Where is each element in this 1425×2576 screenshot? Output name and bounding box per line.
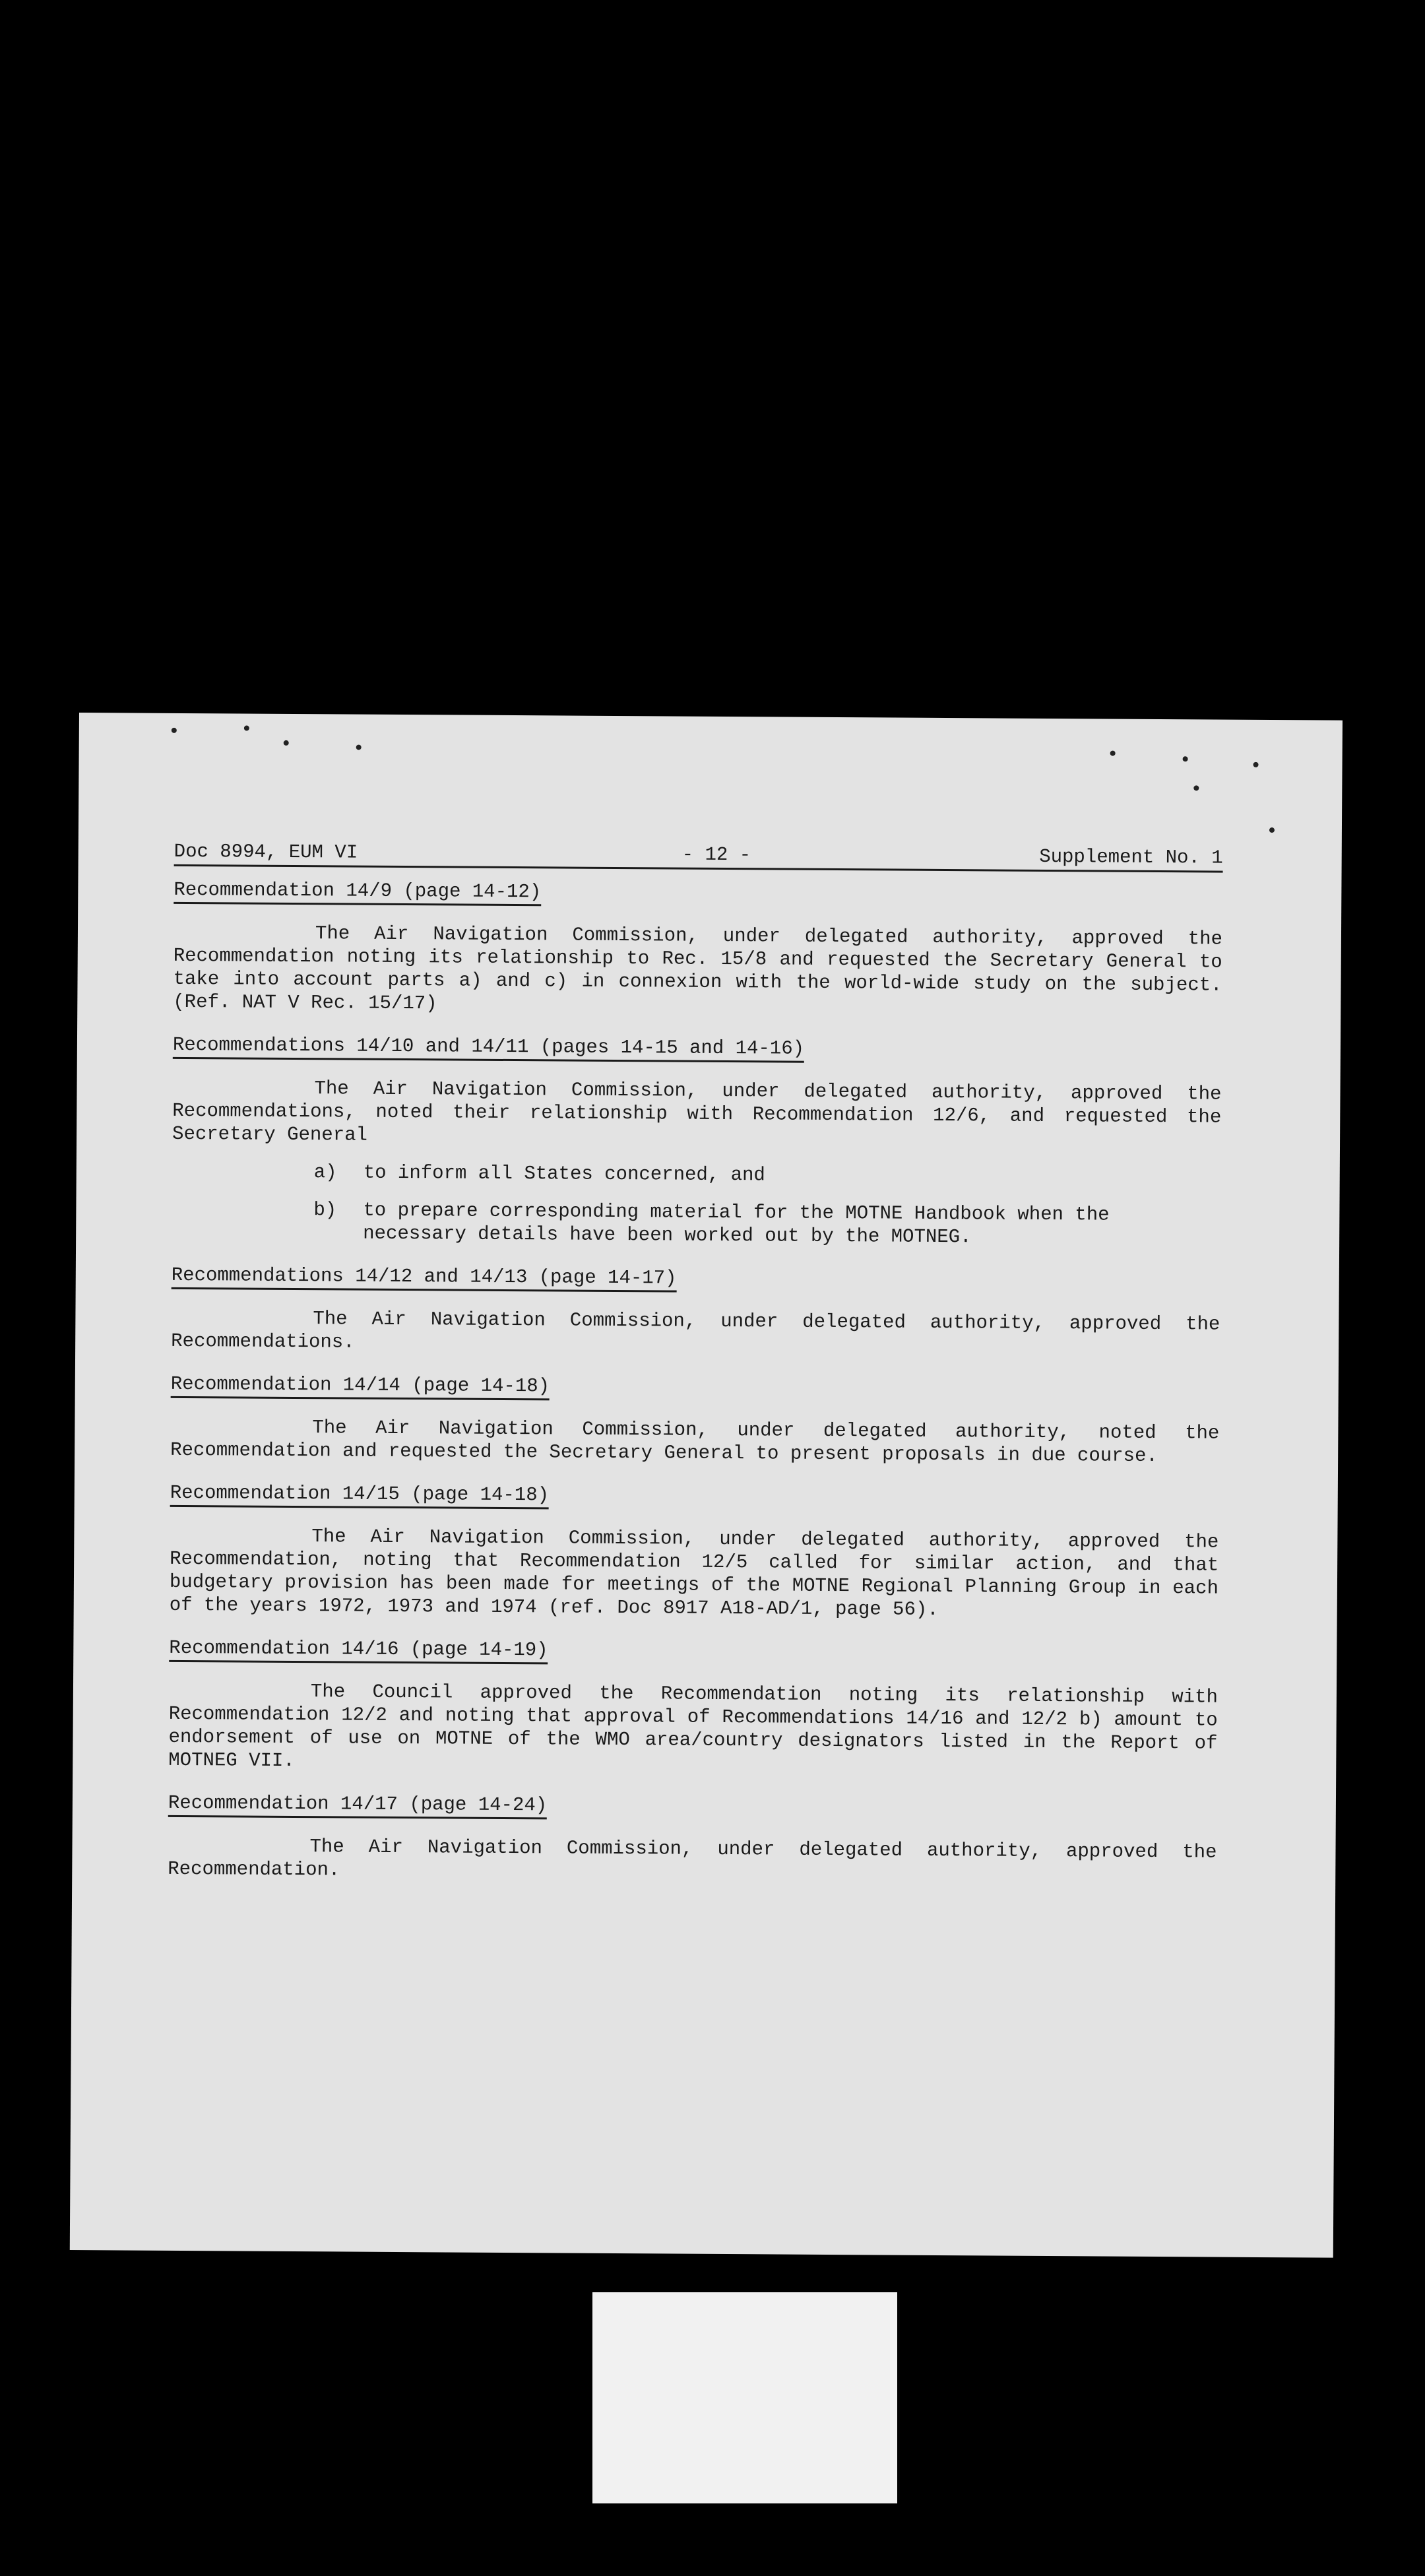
section-heading: Recommendation 14/14 (page 14-18) [171,1372,550,1401]
list-item-label: a) [313,1161,337,1184]
scan-speck [1183,756,1188,761]
section-paragraph: The Air Navigation Commission, under delegated authority, approved the Recommendations, noted their relationship with Recommendation 12/6, and requested the Secretary General [172,1078,1222,1146]
section-rec-14-12-13 [171,1244,1220,1359]
document-content [168,835,1223,1887]
list-item-text: to prepare corresponding material for the MOTNE Handbook when the necessary details have been worked out by the MOTNEG. [363,1199,1110,1248]
scan-speck [1253,762,1259,767]
section-heading: Recommendation 14/9 (page 14-12) [174,878,541,906]
scan-speck [1110,751,1116,756]
page-number: - 12 - [681,843,751,866]
section-paragraph: The Air Navigation Commission, under delegated authority, noted the Recommendation and requested the Secretary General to present proposals in due course. [170,1417,1220,1467]
list-item-text: to inform all States concerned, and [363,1161,765,1186]
section-paragraph: The Air Navigation Commission, under delegated authority, approved the Recommendations. [171,1308,1220,1353]
supplement-label: Supplement No. 1 [1039,845,1223,869]
section-rec-14-17 [168,1772,1217,1887]
list-item [314,1161,1221,1189]
section-heading: Recommendation 14/15 (page 14-18) [170,1481,550,1510]
scan-speck [284,740,289,746]
scan-speck [356,745,362,750]
section-paragraph: The Air Navigation Commission, under delegated authority, approved the Recommendation noting its relationship to Rec. 15/8 and requested the Secretary General to take into account parts a) and c) in connexion with the world-wide study on the subject. (Ref. NAT V Rec. 15/17) [173,922,1223,1015]
document-page [70,713,1343,2258]
scan-speck [1193,785,1199,790]
section-heading: Recommendation 14/17 (page 14-24) [168,1791,548,1820]
list-item [313,1198,1220,1250]
section-paragraph: The Council approved the Recommendation noting its relationship with Recommendation 12/2 and noting that approval of Recommendations 14/16 and 12/2 b) amount to endorsement of use on MOTNE of the WMO area/country designators listed in the Report of MOTNEG VII. [168,1681,1219,1772]
page-header [174,835,1223,873]
section-heading: Recommendations 14/12 and 14/13 (page 14-17) [172,1264,677,1293]
section-rec-14-9 [173,878,1222,1020]
section-paragraph: The Air Navigation Commission, under delegated authority, approved the Recommendation, noting that Recommendation 12/5 called for similar action, and that budgetary provision has been made for meetings of the MOTNE Regional Planning Group in each of the years 1972, 1973 and 1974 (ref. Doc 8917 A18-AD/1, page 56). [169,1526,1219,1621]
doc-reference: Doc 8994, EUM VI [174,840,358,864]
scan-speck [172,728,177,733]
section-rec-14-16 [168,1617,1218,1778]
list-item-label: b) [313,1199,337,1221]
section-paragraph: The Air Navigation Commission, under delegated authority, approved the Recommendation. [168,1836,1217,1881]
section-rec-14-10-11 [172,1014,1222,1250]
scan-speck [1269,827,1275,833]
scan-speck [244,726,249,731]
section-heading: Recommendation 14/16 (page 14-19) [169,1636,548,1665]
blank-index-card [592,2292,897,2503]
section-heading: Recommendations 14/10 and 14/11 (pages 14-15 and 14-16) [173,1033,804,1063]
section-rec-14-14 [170,1353,1220,1468]
section-rec-14-15 [170,1462,1219,1623]
